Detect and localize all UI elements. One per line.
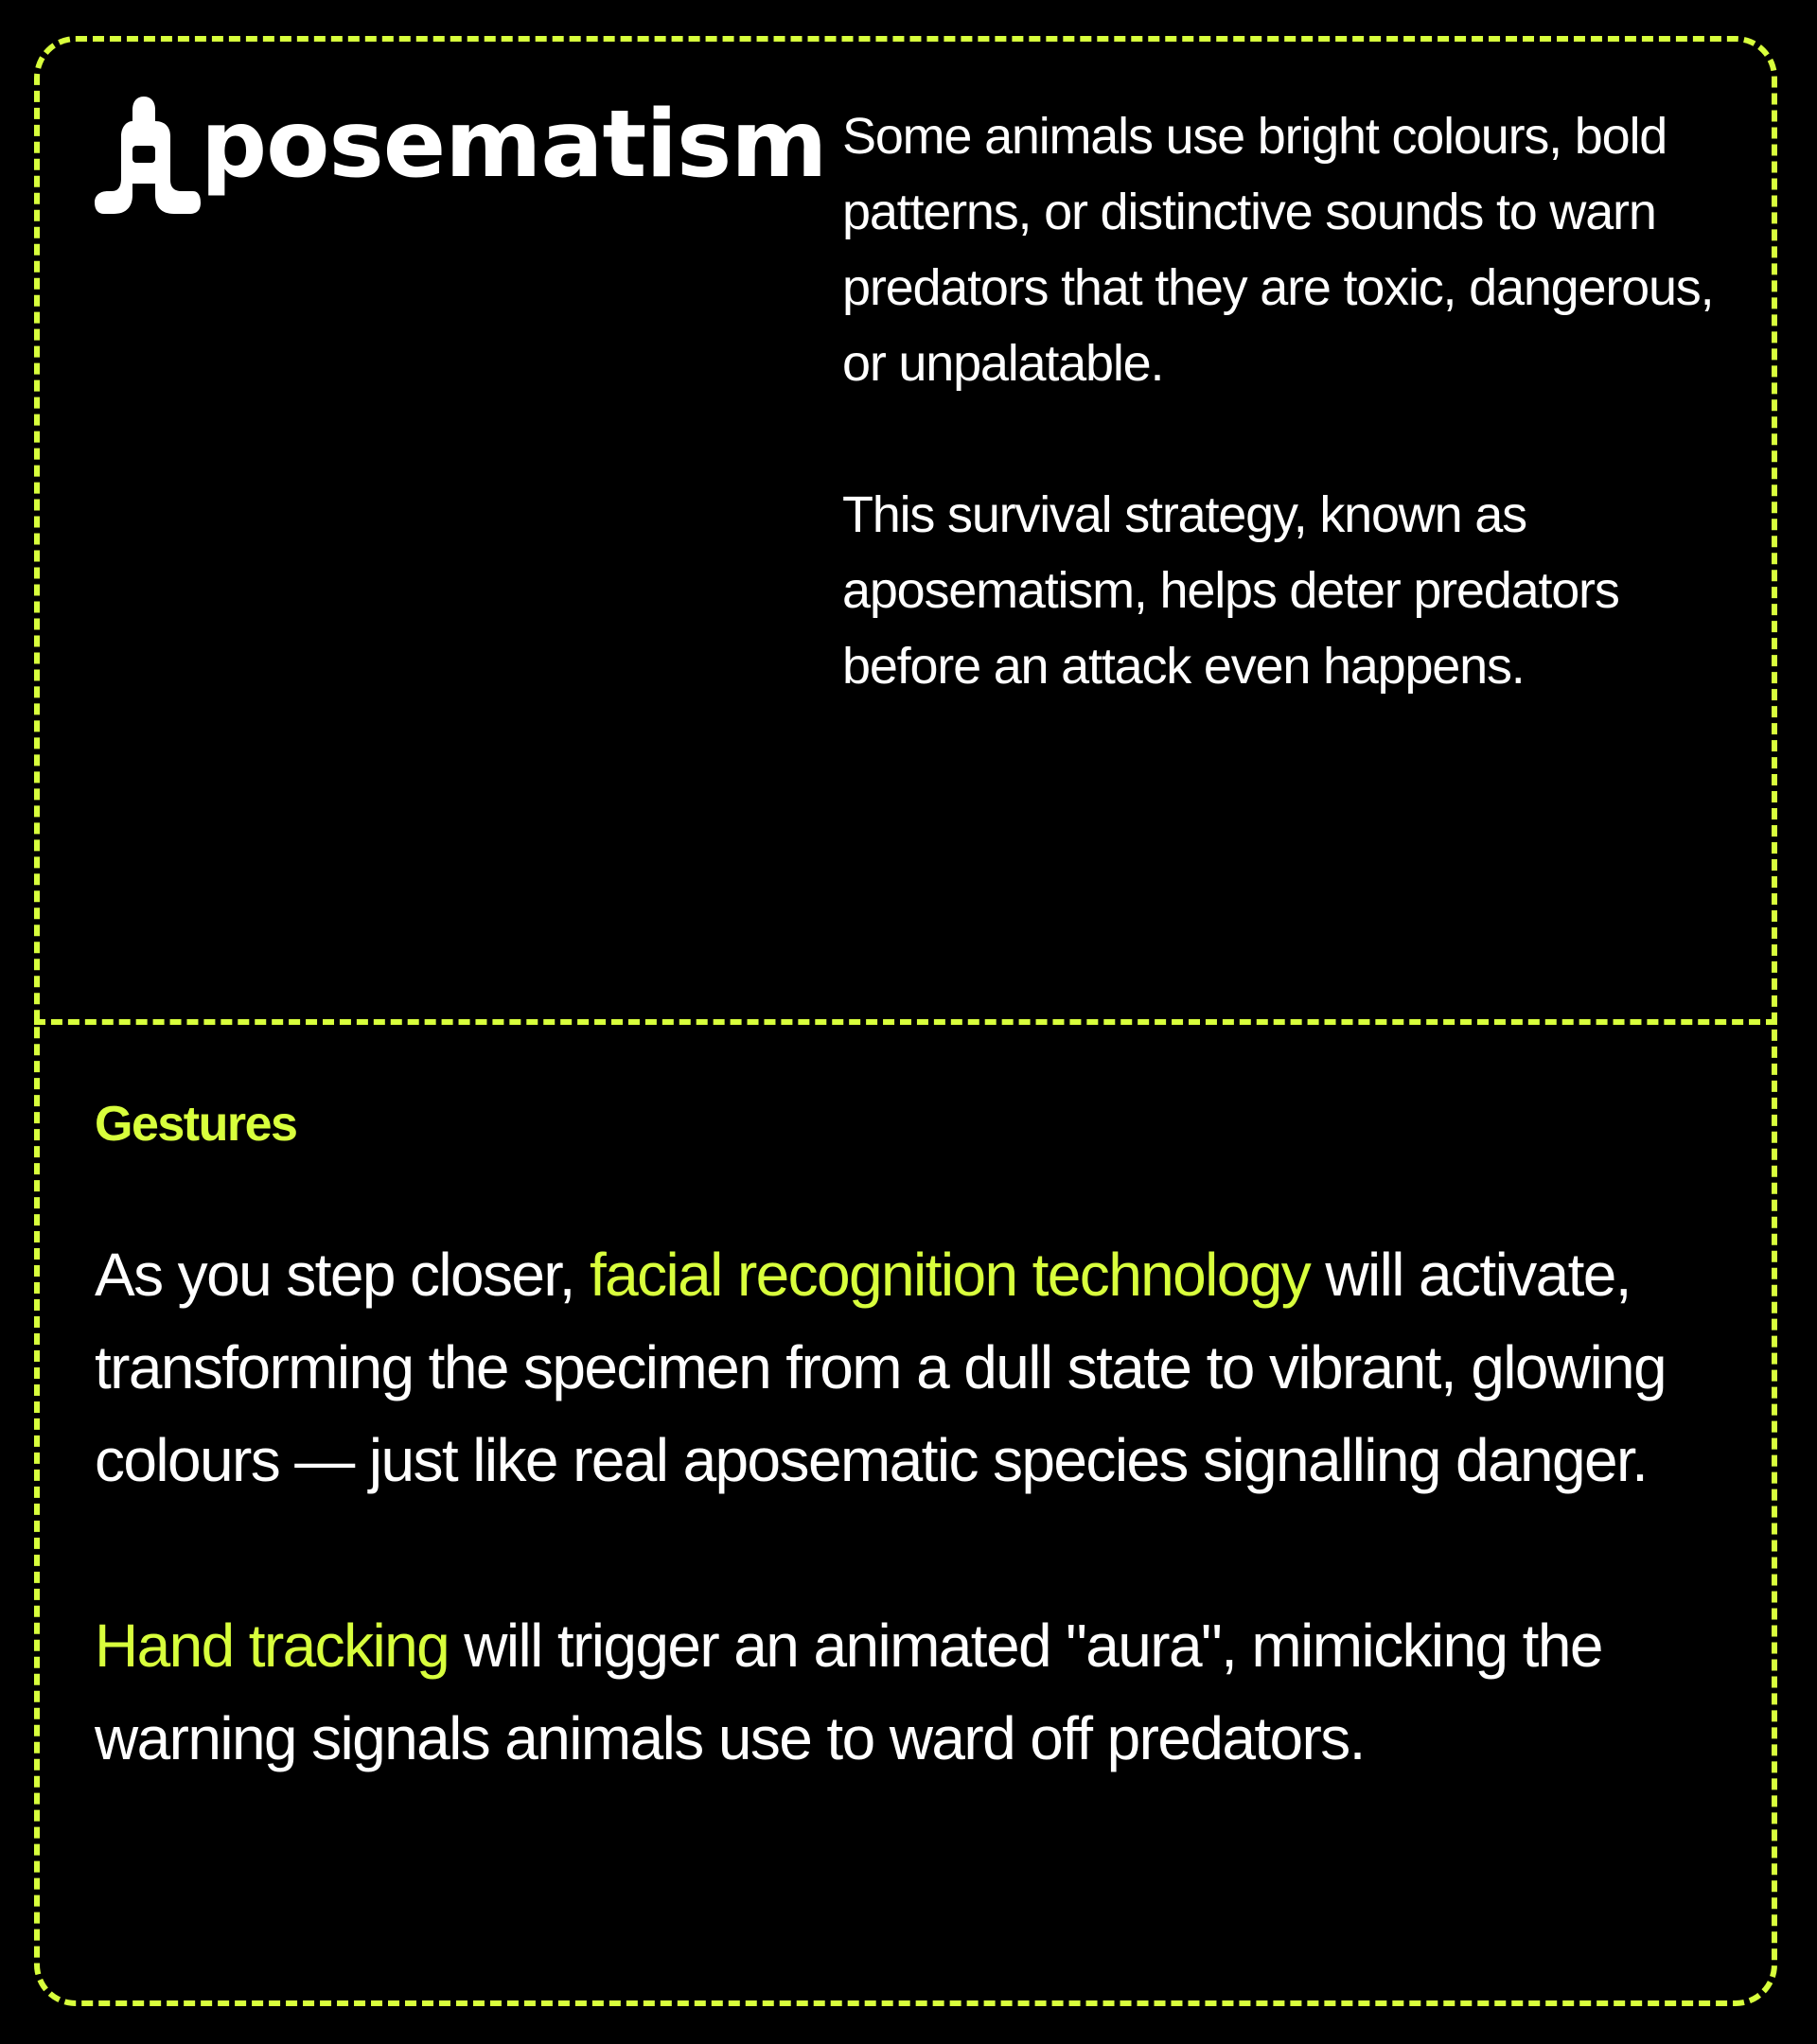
p2-text-after: will trigger an animated "aura", mimicking the warning signals animals use to ward off predators.	[95, 1612, 1602, 1772]
logo-wordmark: posematism	[201, 91, 827, 199]
intro-paragraph-2: This survival strategy, known as aposematism, helps deter predators before an attack even happens.	[842, 486, 1619, 695]
logo-a-glyph-icon	[95, 93, 201, 216]
gestures-description	[95, 1228, 1732, 1785]
gestures-paragraph-1	[95, 1228, 1732, 1507]
p1-text-after: will activate, transforming the specimen from a dull state to vibrant, glowing colours — just like real aposematic species signalling danger.	[95, 1241, 1667, 1494]
facial-recognition-highlight: facial recognition technology	[589, 1241, 1311, 1309]
aposematism-logo	[95, 91, 827, 216]
gestures-label: Gestures	[95, 1097, 297, 1152]
p1-text-before: As you step closer,	[95, 1241, 590, 1309]
intro-text	[842, 98, 1732, 704]
hand-tracking-highlight: Hand tracking	[95, 1612, 450, 1680]
section-divider	[34, 1019, 1777, 1025]
intro-paragraph-1: Some animals use bright colours, bold patterns, or distinctive sounds to warn predators that they are toxic, dangerous, or unpalatable.	[842, 108, 1714, 392]
gestures-paragraph-2	[95, 1599, 1732, 1785]
